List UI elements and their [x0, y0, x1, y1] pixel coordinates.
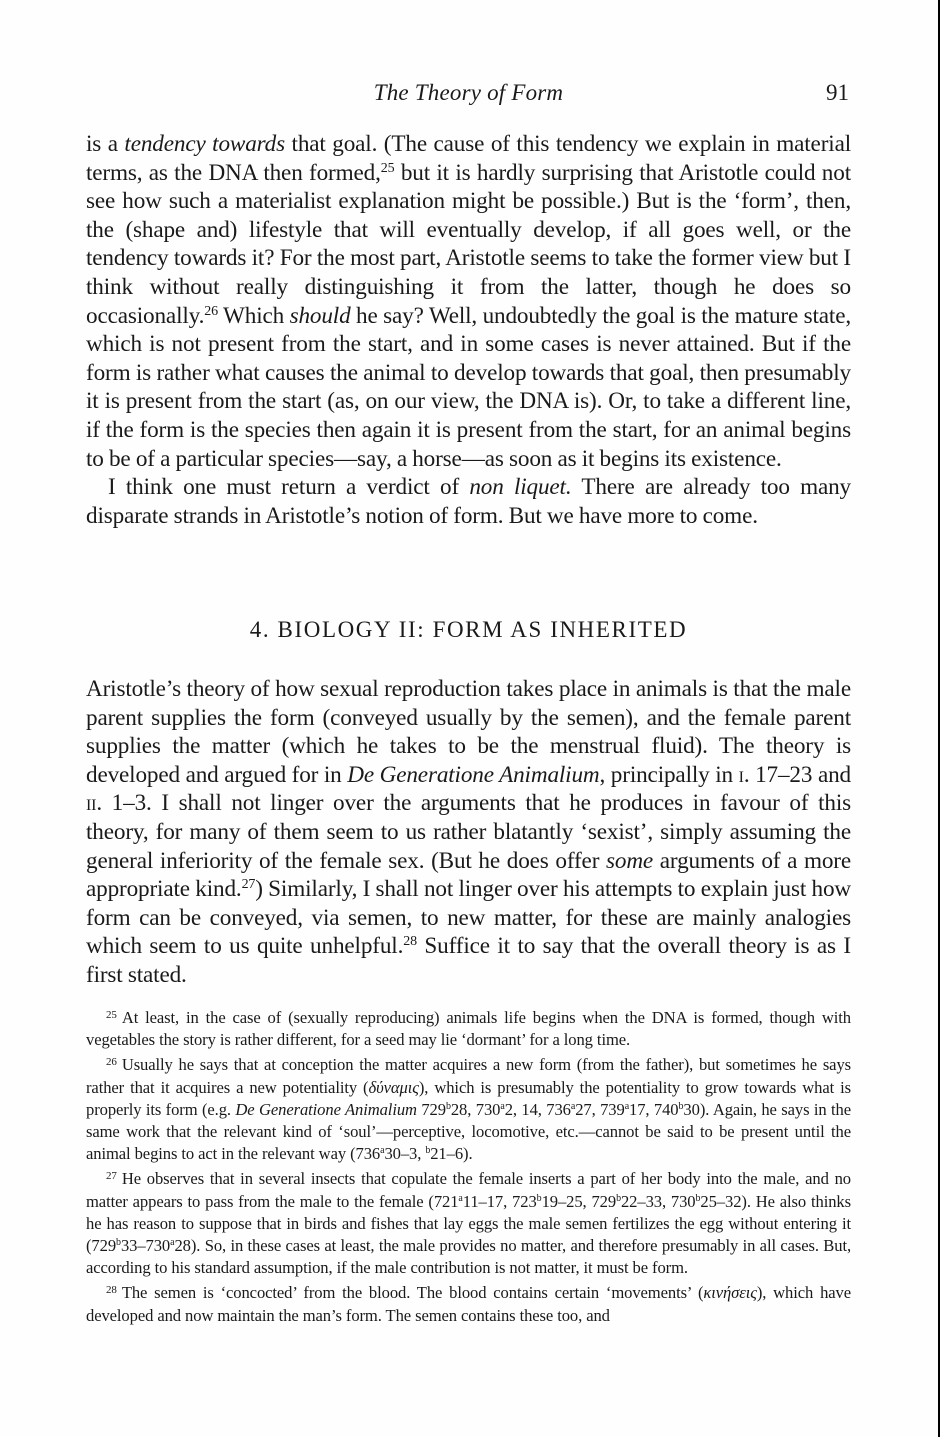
book-numeral: i [738, 761, 744, 788]
text-run: 19–25, 729 [541, 1191, 617, 1211]
italic-text: non liquet. [469, 474, 572, 501]
italic-text: tendency towards [124, 131, 285, 157]
text-run: but it is hardly surprising that Aristotle could not see how such a materialist explanation might be possible.) But is the ‘form’, then, the (shape and) lifestyle that will eventually develop, if all goes well, or the tendency towards it? For the most part, Aristotle seems to take the former view but I think without really distinguishing it from the latter, though he does so occasionally. [86, 159, 851, 329]
footnote-25 [86, 1004, 851, 1051]
bekker-column: a [570, 1100, 576, 1112]
bekker-column: b [616, 1192, 621, 1204]
bekker-column: b [678, 1100, 684, 1112]
text-run: , principally in [599, 761, 739, 788]
page-number: 91 [826, 80, 849, 105]
text-run: . 17–23 and [743, 761, 851, 788]
text-run: 2, 14, 736 [504, 1099, 571, 1119]
footnote-number: 26 [106, 1056, 117, 1069]
bekker-column: a [380, 1145, 385, 1157]
work-title: De Generatione Animalium [235, 1099, 417, 1119]
text-run: 729 [416, 1099, 446, 1119]
text-run: Aristotle’s theory of how sexual reproduction takes place in animals is that the male parent supplies the form (conveyed usually by the semen), and the female parent supplies the matter (which he takes to be the menstrual fluid). The theory is developed and argued for in [86, 676, 851, 788]
footnote-ref-26[interactable]: 26 [204, 303, 218, 319]
text-run: I think one must return a verdict of [108, 474, 470, 501]
text-run: 33–730 [120, 1236, 171, 1256]
footnote-number: 25 [106, 1009, 117, 1021]
text-run: 30). Again, he says in the same work that the relevant kind of ‘soul’—perceptive, locomotive, etc.—cannot be said to be present until the animal begins to act in the relevant way (736 [86, 1099, 851, 1164]
section-heading: 4. BIOLOGY II: FORM AS INHERITED [249, 617, 688, 642]
text-run: 28, 730 [450, 1099, 501, 1119]
text-run: 11–17, 723 [462, 1191, 537, 1211]
paragraph [86, 675, 851, 990]
bekker-column: b [425, 1145, 431, 1157]
text-run: is a [86, 131, 125, 157]
bekker-column: b [695, 1192, 701, 1204]
text-run: ), which have developed and now maintain the man’s form. The semen contains these too, and [86, 1283, 851, 1325]
text-run: 25–32). He also thinks he has reason to suppose that in birds and fishes that lay eggs the male semen fertilizes the egg without entering it (729 [86, 1191, 851, 1256]
text-run: arguments of a more appropriate kind. [86, 847, 851, 903]
text-run: ), which is presumably the potentiality to grow towards what is properly its form (e.g. [86, 1077, 851, 1119]
footnote-number: 28 [106, 1284, 117, 1297]
text-run: The semen is ‘concocted’ from the blood. The blood contains certain ‘movements’ ( [121, 1283, 704, 1303]
body-text [86, 130, 851, 530]
bekker-column: b [116, 1237, 121, 1249]
text-run: 27, 739 [575, 1099, 625, 1119]
book-numeral: ii [86, 790, 97, 817]
running-title: The Theory of Form [373, 80, 564, 105]
text-run: ) Similarly, I shall not linger over his attempts to explain just how form can be conveyed, via semen, to new matter, for these are mainly analogies which seem to us quite unhelpful. [86, 876, 851, 960]
text-run: Usually he says that at conception the matter acquires a new form (from the father), but sometimes he says rather that it acquires a new potentiality ( [86, 1055, 851, 1097]
greek-term: δύναμις [368, 1077, 419, 1097]
text-run: 30–3, [384, 1144, 426, 1164]
bekker-column: a [170, 1237, 175, 1249]
footnote-number: 27 [106, 1170, 117, 1183]
text-run: . 1–3. I shall not linger over the arguments that he produces in favour of this theory, for many of them seem to us rather blatantly ‘sexist’, simply assuming the general inferiority of the female sex. (But he does offer [86, 790, 851, 874]
greek-term: κινήσεις [703, 1283, 757, 1303]
bekker-column: b [536, 1192, 542, 1204]
text-run: Suffice it to say that the overall theory is as I first stated. [86, 933, 851, 988]
bekker-column: a [624, 1100, 630, 1112]
section-body [86, 675, 851, 990]
text-run: 22–33, 730 [620, 1191, 696, 1211]
footnote-ref-28[interactable]: 28 [403, 934, 417, 950]
footnote-ref-25[interactable]: 25 [380, 160, 395, 176]
footnote-28 [86, 1279, 851, 1326]
italic-text: should [289, 302, 351, 329]
footnote-ref-27[interactable]: 27 [241, 877, 256, 893]
text-run: 28). So, in these cases at least, the male provides no matter, and therefore presumably in all cases. But, according to his standard assumption, if the male contribution is not matter, it must be form. [86, 1236, 851, 1278]
text-run: He observes that in several insects that copulate the female inserts a part of her body into the male, and no matter appears to pass from the male to the female (721 [86, 1169, 851, 1211]
text-run: 21–6). [430, 1144, 473, 1164]
bekker-column: b [445, 1100, 451, 1112]
footnotes [86, 1004, 851, 1327]
text-run: Which [217, 302, 290, 329]
text-run: There are already too many disparate strands in Aristotle’s notion of form. But we have more to come. [86, 474, 851, 529]
footnote-text: At least, in the case of (sexually reproducing) animals life begins when the DNA is formed, though with vegetables the story is rather different, for a seed may lie ‘dormant’ for a long time. [86, 1008, 851, 1050]
running-head [86, 80, 851, 110]
bekker-column: a [458, 1192, 463, 1204]
footnote-27 [86, 1165, 851, 1279]
bekker-column: a [500, 1100, 505, 1112]
text-run: that goal. (The cause of this tendency we explain in material terms, as the DNA then formed, [86, 131, 851, 186]
paragraph [86, 473, 851, 530]
text-run: 17, 740 [629, 1099, 679, 1119]
text-run: he say? Well, undoubtedly the goal is the mature state, which is not present from the start, and in some cases is never attained. But if the form is rather what causes the animal to develop towards that goal, then presumably it is present from the start (as, on our view, the DNA is). Or, to take a different line, if the form is the species then again it is present from the start, for an animal begins to be of a particular species—say, a horse—as soon as it begins its existence. [86, 302, 851, 472]
italic-text: De Generatione Animalium [347, 761, 600, 788]
footnote-26 [86, 1051, 851, 1165]
paragraph [86, 130, 851, 473]
italic-text: some [606, 847, 654, 874]
